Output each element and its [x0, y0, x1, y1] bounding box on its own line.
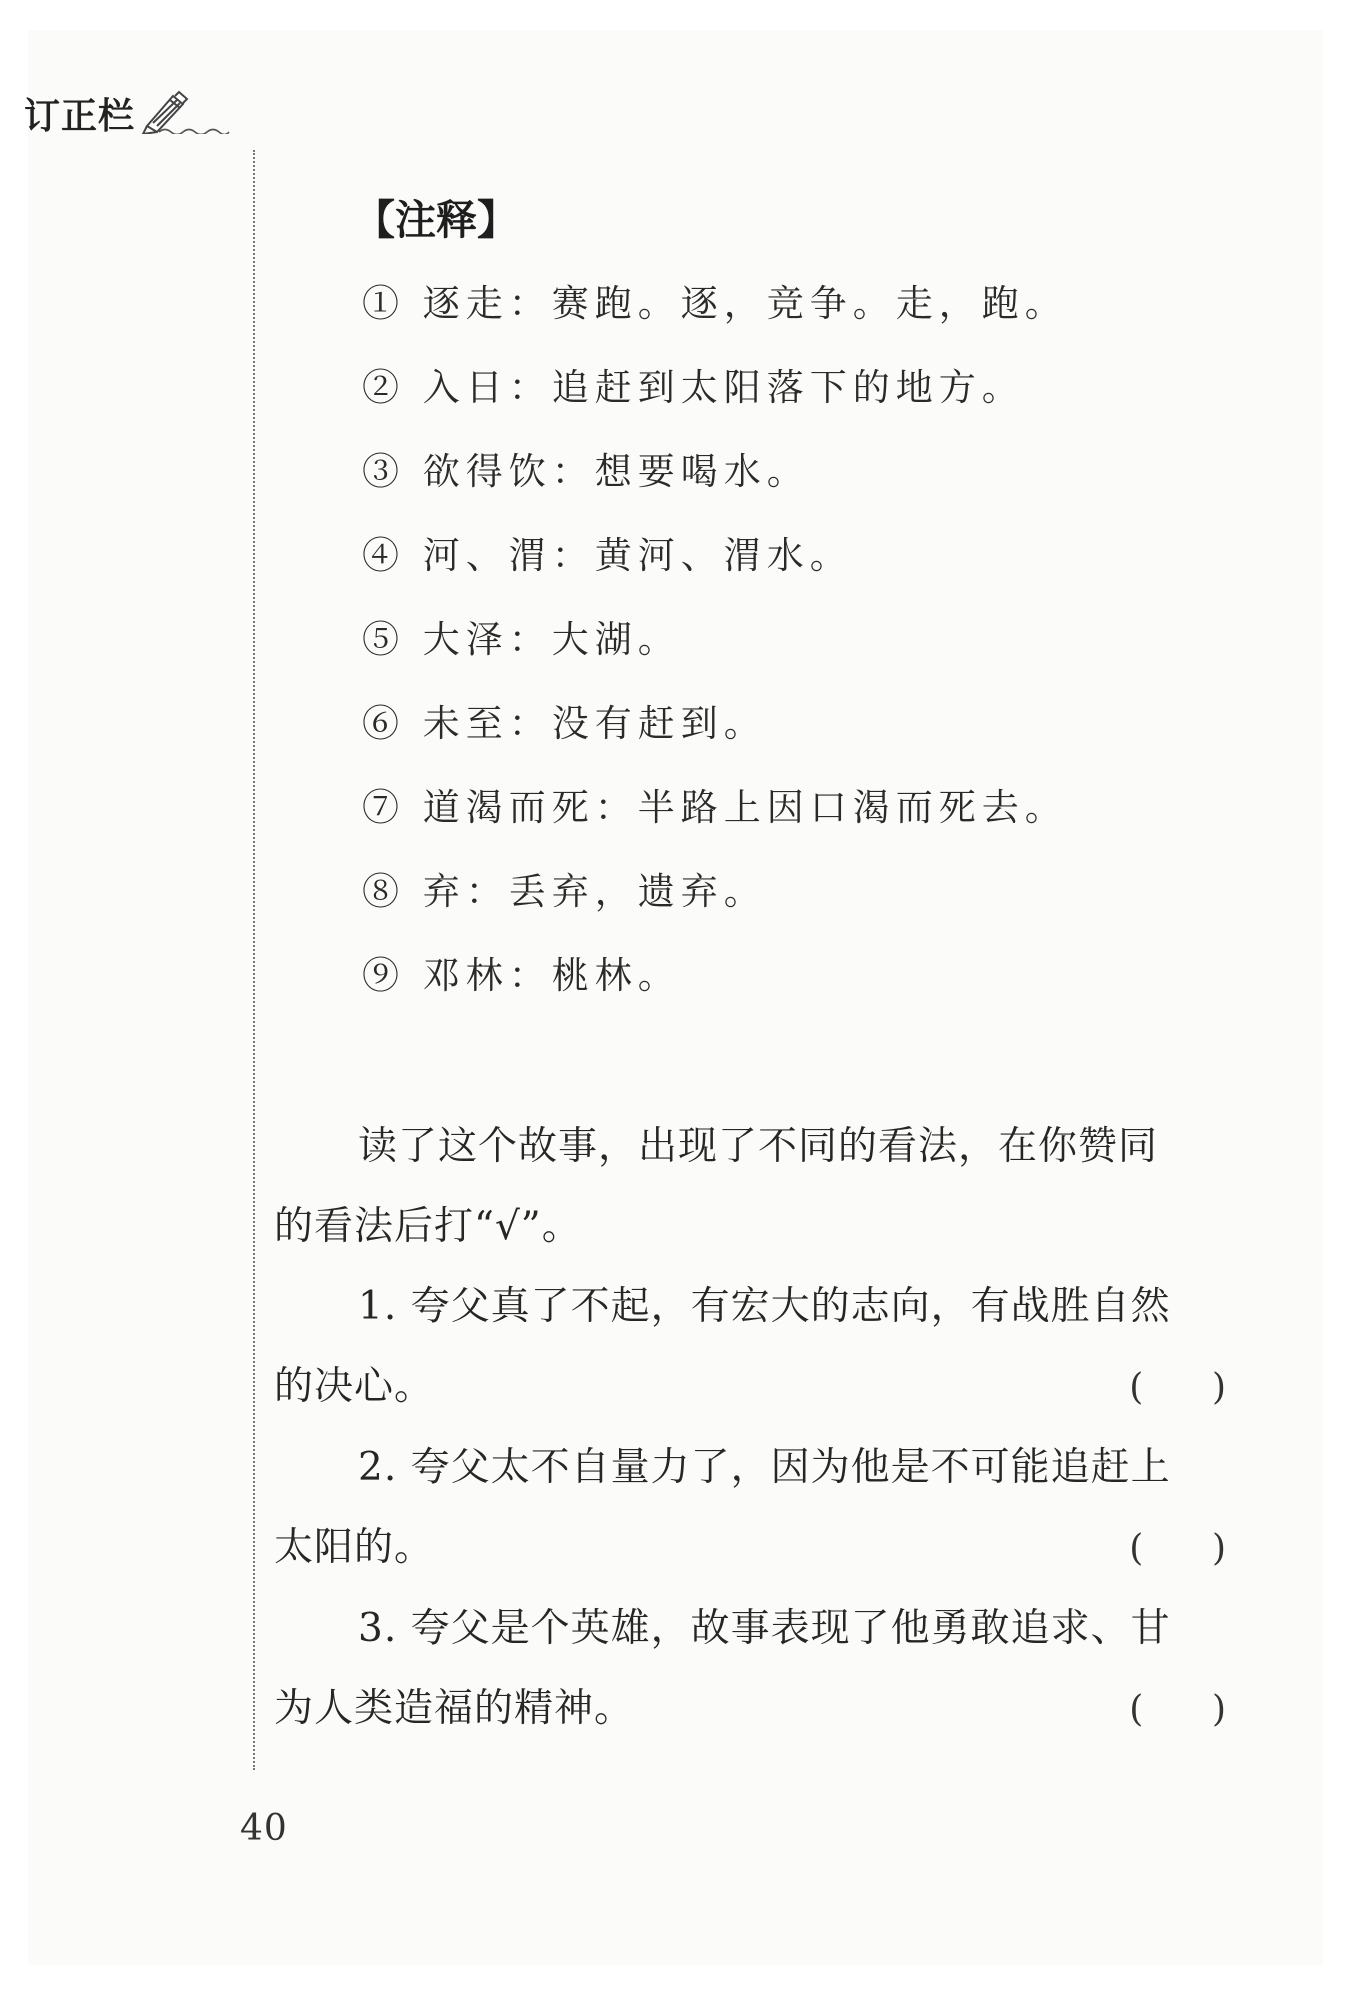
- option-3-answer-blank[interactable]: ( ): [1129, 1689, 1226, 1730]
- note-item: ② 入日：追赶到太阳落下的地方。: [362, 366, 1025, 409]
- notes-heading: 【注释】: [354, 196, 518, 244]
- page-number: 40: [240, 1808, 288, 1849]
- note-item: ③ 欲得饮：想要喝水。: [362, 450, 810, 493]
- question-prompt: 读了这个故事，出现了不同的看法，在你赞同: [358, 1124, 1159, 1169]
- margin-divider: [253, 150, 255, 1770]
- note-item: ① 逐走：赛跑。逐，竞争。走，跑。: [362, 282, 1068, 325]
- option-3-text: 3. 夸父是个英雄，故事表现了他勇敢追求、甘: [358, 1606, 1171, 1651]
- option-2-text: 2. 夸父太不自量力了，因为他是不可能追赶上: [358, 1445, 1171, 1490]
- option-2-answer-line: [274, 1508, 1226, 1589]
- option-1-text-continued: 的决心。: [274, 1364, 435, 1409]
- option-1-answer-blank[interactable]: ( ): [1129, 1367, 1226, 1408]
- note-item: ⑥ 未至：没有赶到。: [362, 702, 767, 745]
- pencil-icon: [137, 90, 233, 138]
- note-item: ⑦ 道渴而死：半路上因口渴而死去。: [362, 786, 1068, 829]
- note-item: ⑤ 大泽：大湖。: [362, 618, 681, 661]
- note-item: ④ 河、渭：黄河、渭水。: [362, 534, 853, 577]
- option-1-text: 1. 夸父真了不起，有宏大的志向，有战胜自然: [358, 1284, 1171, 1329]
- margin-header: [24, 92, 233, 142]
- option-2-answer-blank[interactable]: ( ): [1129, 1528, 1226, 1569]
- margin-title: 订正栏: [24, 96, 136, 137]
- option-2-text-continued: 太阳的。: [274, 1525, 435, 1570]
- question-prompt-continued: 的看法后打“√”。: [274, 1204, 582, 1249]
- option-3-text-continued: 为人类造福的精神。: [274, 1686, 635, 1731]
- note-item: ⑨ 邓林：桃林。: [362, 954, 681, 997]
- notes-section: [354, 192, 1262, 1032]
- note-item: ⑧ 弃：丢弃，遗弃。: [362, 870, 767, 913]
- question-section: [274, 1107, 1226, 1750]
- option-3-answer-line: [274, 1669, 1226, 1750]
- option-1-answer-line: [274, 1347, 1226, 1428]
